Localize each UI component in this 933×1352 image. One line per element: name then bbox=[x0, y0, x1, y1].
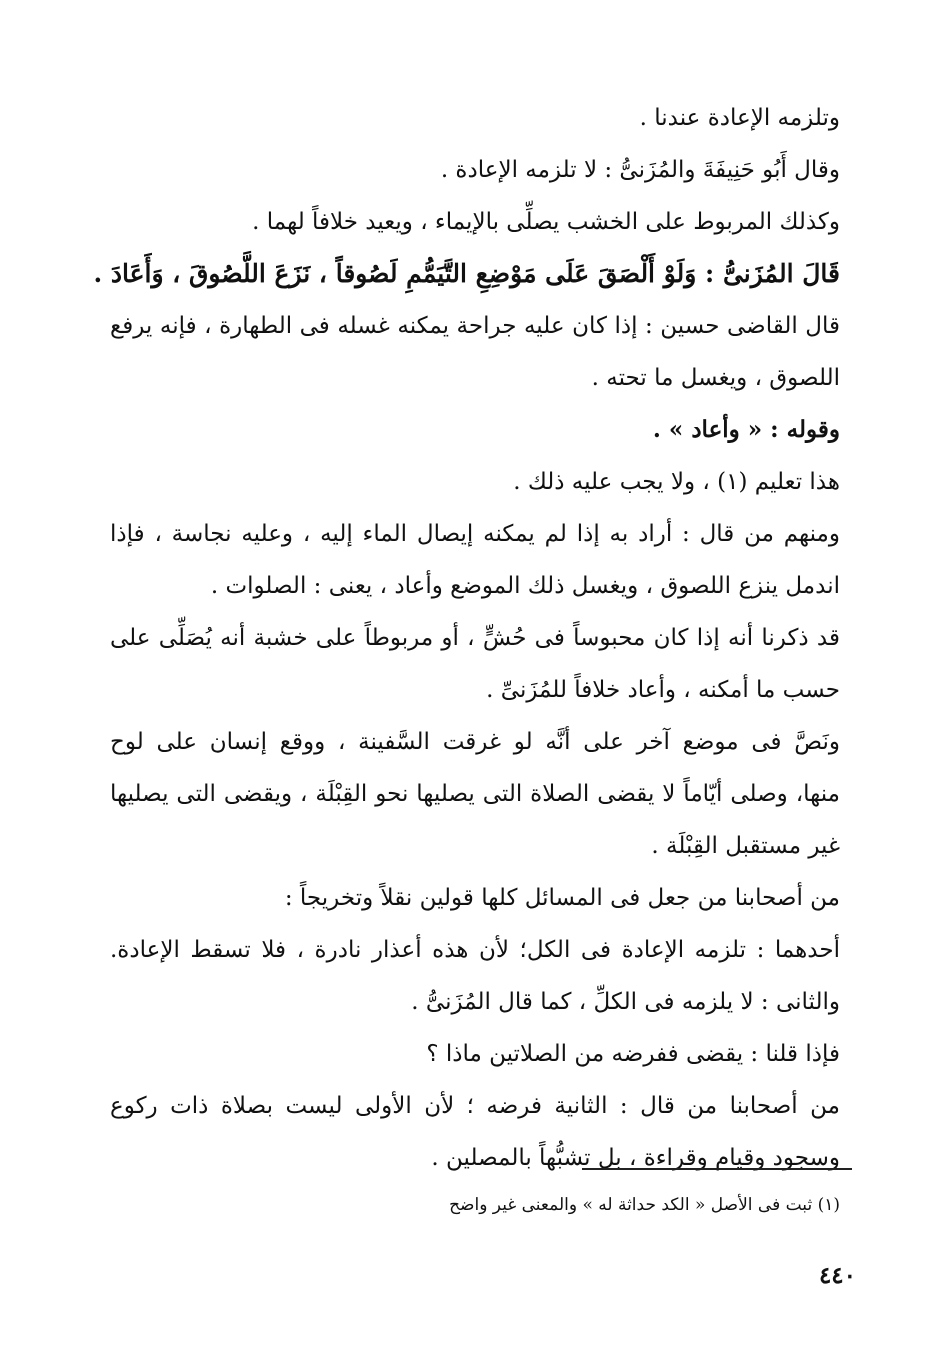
text-line: وقوله : « وأعاد » . bbox=[652, 416, 840, 443]
text-line: أحدهما : تلزمه الإعادة فى الكل؛ لأن هذه أعذار نادرة ، فلا تسقط الإعادة. bbox=[110, 937, 840, 963]
text-line: وكذلك المربوط على الخشب يصلِّى بالإيماء ، ويعيد خلافاً لهما . bbox=[252, 209, 840, 235]
text-line: والثانى : لا يلزمه فى الكلِّ ، كما قال المُزَنىُّ . bbox=[411, 989, 840, 1015]
text-line: وسجود وقيام وقراءة ، بل تشبُّهاً بالمصلين . bbox=[431, 1145, 840, 1171]
text-line: هذا تعليم (١) ، ولا يجب عليه ذلك . bbox=[513, 469, 840, 495]
text-line: من أصحابنا من قال : الثانية فرضه ؛ لأن الأولى ليست بصلاة ذات ركوع bbox=[110, 1093, 840, 1119]
text-line: ومنهم من قال : أراد به إذا لم يمكنه إيصال الماء إليه ، وعليه نجاسة ، فإذا bbox=[110, 521, 840, 547]
text-line: حسب ما أمكنه ، وأعاد خلافاً للمُزَنىِّ . bbox=[486, 677, 840, 703]
footnote: (١) ثبت فى الأصل « الكد حداثة له » والمعنى غير واضح bbox=[449, 1195, 840, 1215]
text-line: ونَصَّ فى موضع آخر على أنَّه لو غرقت السَّفينة ، ووقع إنسان على لوح bbox=[110, 729, 840, 755]
text-line: اللصوق ، ويغسل ما تحته . bbox=[591, 365, 840, 391]
footnote-divider bbox=[582, 1168, 852, 1170]
text-line: وتلزمه الإعادة عندنا . bbox=[639, 105, 840, 131]
text-line: اندمل ينزع اللصوق ، ويغسل ذلك الموضع وأعاد ، يعنى : الصلوات . bbox=[210, 573, 840, 599]
page-number: ٤٤٠ bbox=[818, 1262, 856, 1289]
text-line: وقال أَبُو حَنِيفَةَ والمُزَنىُّ : لا تلزمه الإعادة . bbox=[440, 157, 840, 183]
main-text bbox=[93, 92, 840, 1184]
text-line: قال القاضى حسين : إذا كان عليه جراحة يمكنه غسله فى الطهارة ، فإنه يرفع bbox=[110, 313, 840, 339]
text-line: غير مستقبل القِبْلَة . bbox=[651, 833, 840, 859]
text-line: منها، وصلى أيّاماً لا يقضى الصلاة التى يصليها نحو القِبْلَة ، ويقضى التى يصليها bbox=[110, 781, 840, 807]
text-line: فإذا قلنا : يقضى ففرضه من الصلاتين ماذا ؟ bbox=[426, 1041, 840, 1067]
text-line: قد ذكرنا أنه إذا كان محبوساً فى حُشٍّ ، أو مربوطاً على خشبة أنه يُصَلِّى على bbox=[110, 625, 840, 651]
text-line: من أصحابنا من جعل فى المسائل كلها قولين نقلاً وتخريجاً : bbox=[284, 885, 840, 911]
quoted-text-line: قَالَ المُزَنىُّ : وَلَوْ أَلْصَقَ عَلَى مَوْضِعِ التَّيَمُّمِ لَصُوقاً ، نَزَعَ اللَّصُوقَ ، وَأَعَادَ . bbox=[93, 259, 840, 288]
